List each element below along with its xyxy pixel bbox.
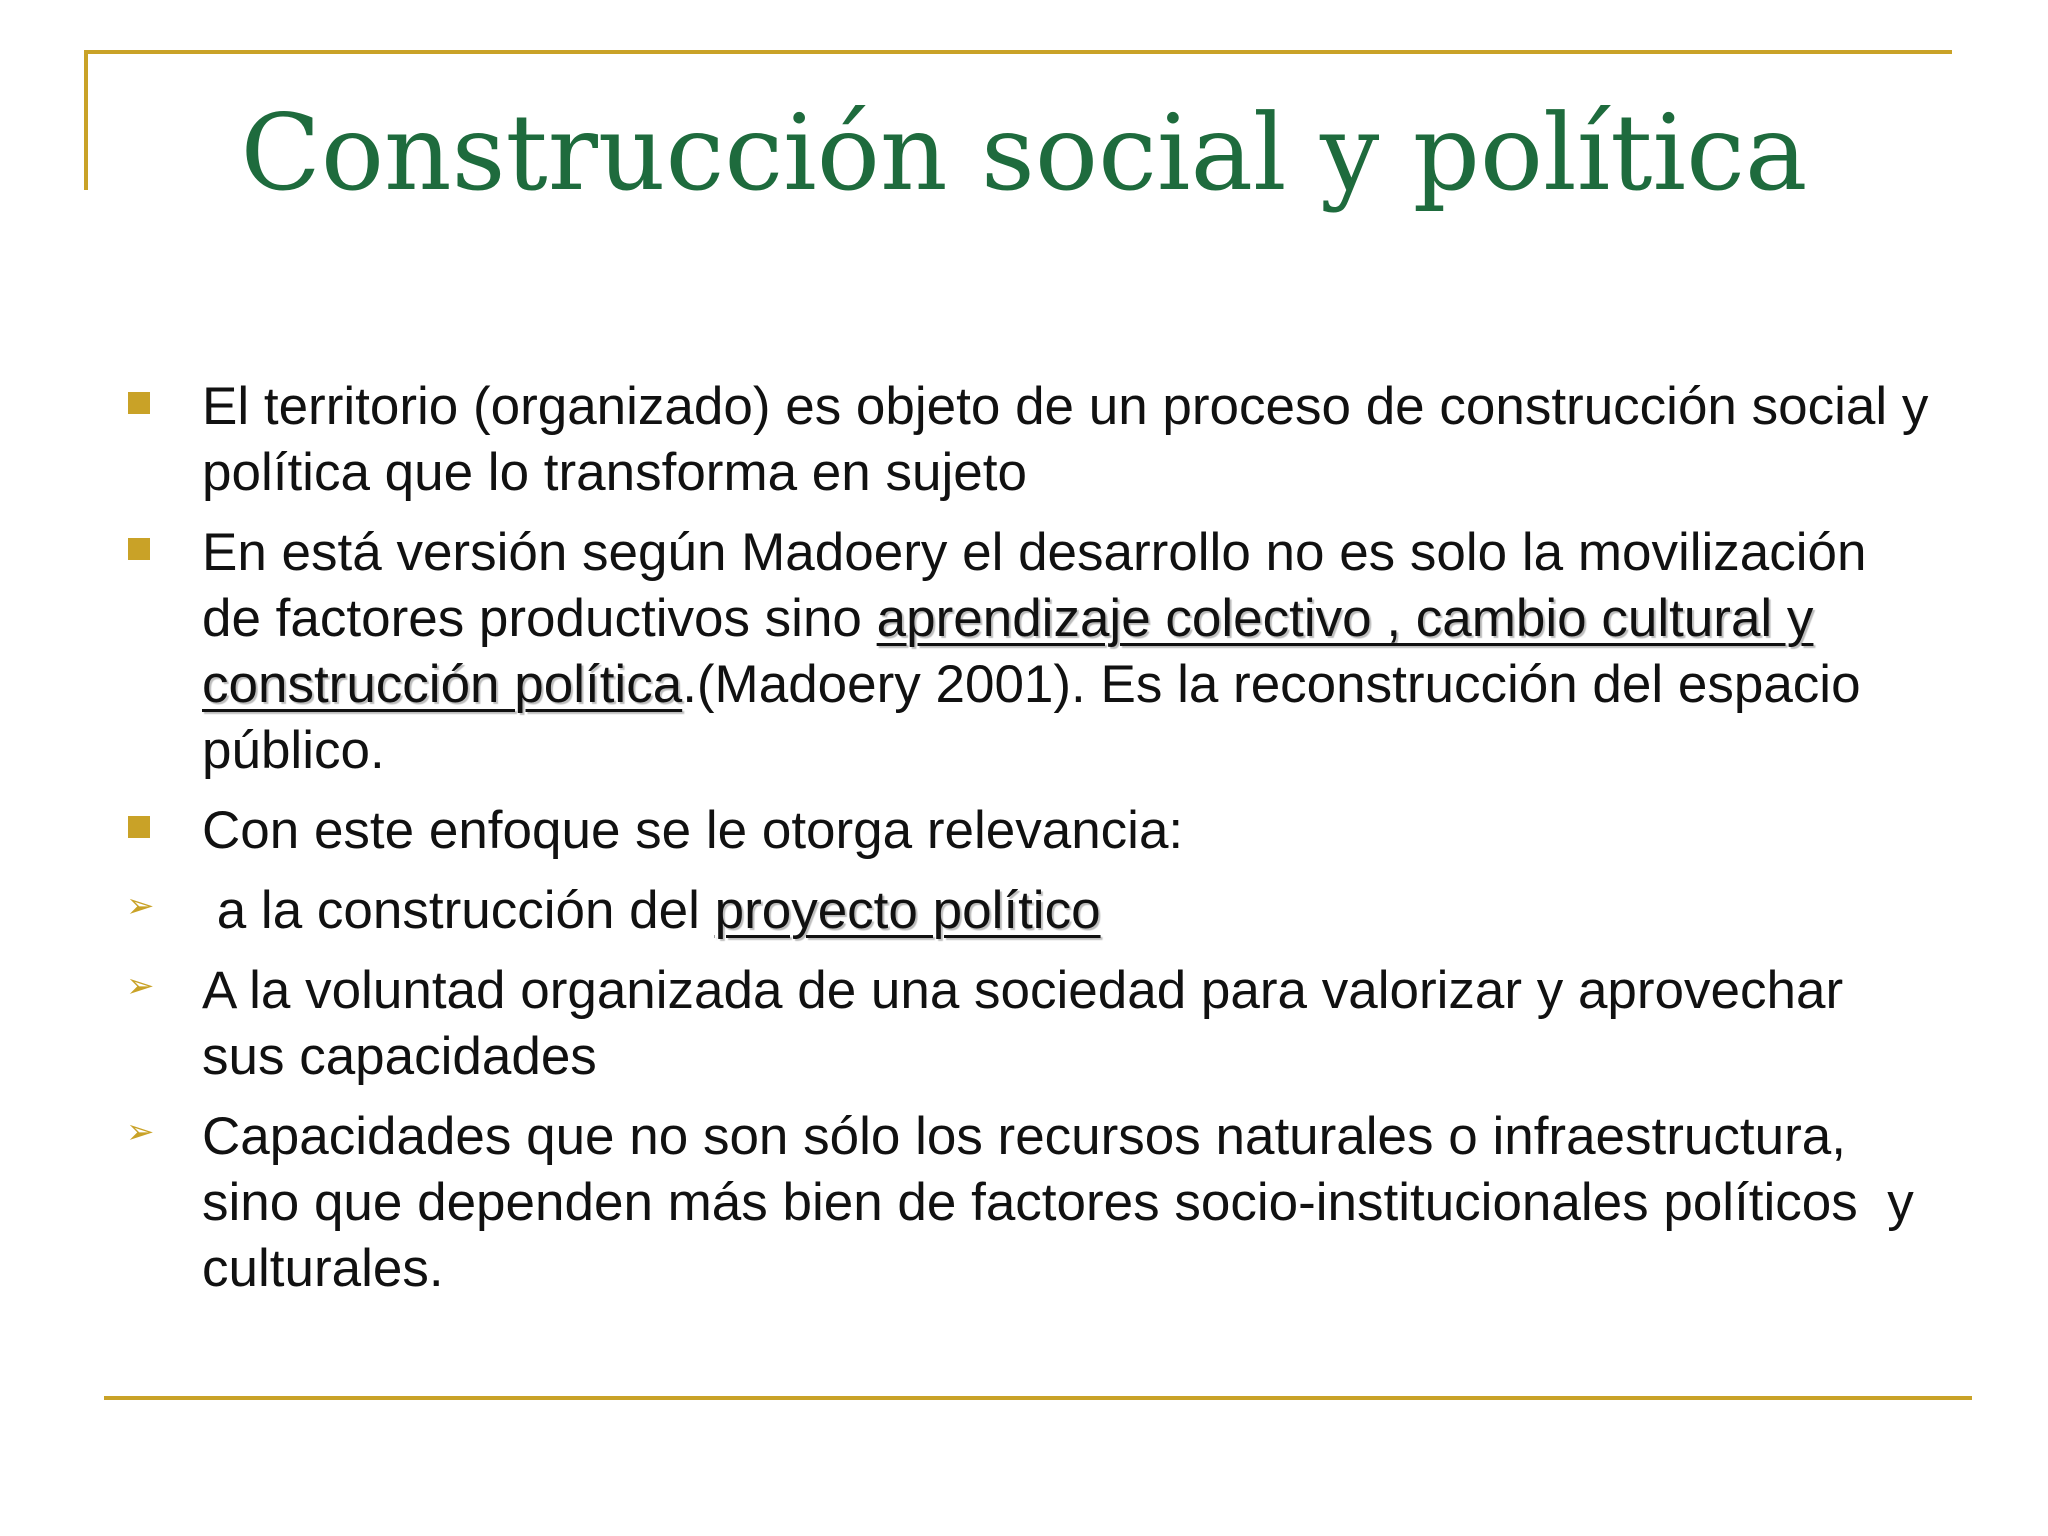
list-item: [120, 1104, 1940, 1302]
list-item: [120, 520, 1940, 784]
list-item: [120, 878, 1940, 944]
square-bullet-icon: [128, 538, 150, 560]
bullet-list: [120, 374, 1940, 1316]
arrow-bullet-icon: ➢: [126, 886, 155, 926]
arrow-bullet-icon: ➢: [126, 1112, 155, 1152]
item-text: Con este enfoque se le otorga relevancia:: [202, 801, 1184, 860]
list-item: [120, 374, 1940, 506]
item-text-before-link: a la construcción del: [202, 881, 715, 940]
list-item: [120, 798, 1940, 864]
hyperlink-proyecto-politico[interactable]: proyecto político: [714, 881, 1101, 940]
list-item: [120, 958, 1940, 1090]
hyperlink-aprendizaje[interactable]: aprendizaje colectivo , cambio cultural y construcción política: [202, 589, 1814, 714]
arrow-bullet-icon: ➢: [126, 966, 155, 1006]
item-text-after-link: .(Madoery 2001). Es la reconstrucción del espacio público.: [202, 655, 1861, 780]
item-text-before-link: En está versión según Madoery el desarrollo no es solo la movilización de factores productivos sino: [202, 523, 1867, 648]
bottom-rule: [104, 1396, 1972, 1400]
item-text: Capacidades que no son sólo los recursos naturales o infraestructura, sino que dependen más bien de factores socio-institucionales políticos y culturales.: [202, 1107, 1929, 1298]
item-text: A la voluntad organizada de una sociedad para valorizar y aprovechar sus capacidades: [202, 961, 1844, 1086]
square-bullet-icon: [128, 392, 150, 414]
item-text: El territorio (organizado) es objeto de un proceso de construcción social y política que lo transforma en sujeto: [202, 377, 1929, 502]
square-bullet-icon: [128, 816, 150, 838]
top-rule: [84, 50, 1952, 54]
slide-title: Construcción social y política: [240, 92, 1808, 214]
